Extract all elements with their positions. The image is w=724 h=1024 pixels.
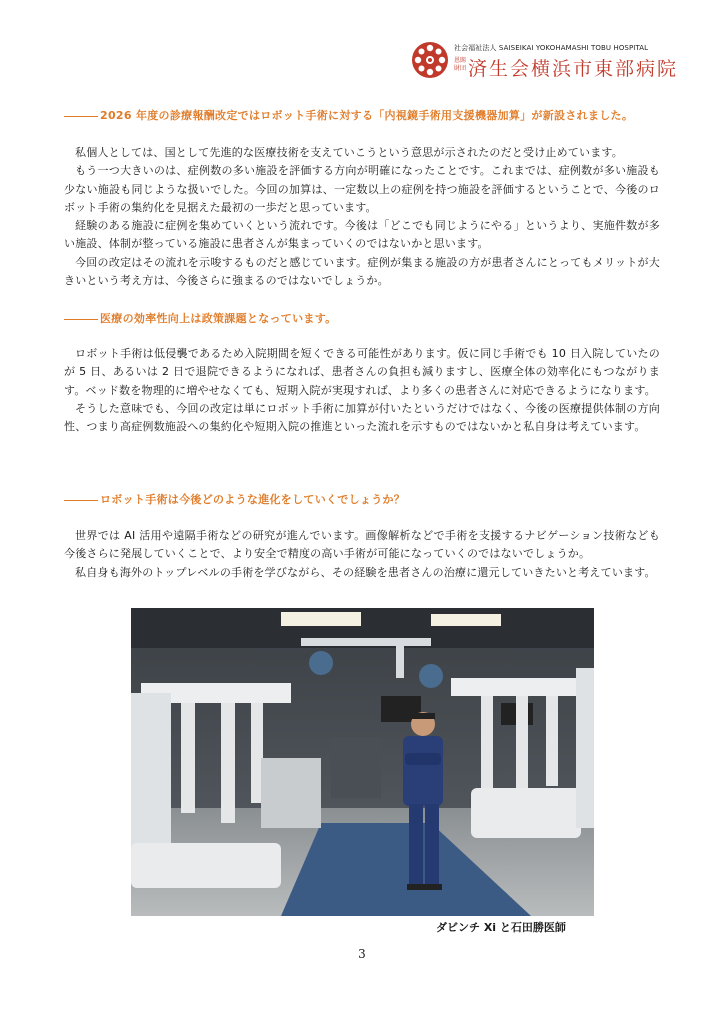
heading-dash — [64, 116, 98, 117]
section-body — [64, 345, 660, 436]
hospital-logo — [410, 40, 680, 84]
paragraph: 私自身も海外のトップレベルの手術を学びながら、その経験を患者さんの治療に還元していきたいと考えています。 — [75, 565, 656, 579]
heading-dash — [64, 319, 98, 320]
robot-surgery-photo-illustration — [131, 608, 594, 916]
paragraph: 経験のある施設に症例を集めていくという流れです。今後は「どこでも同じようにやる」というより、実施件数が多い施設、体制が整っている施設に患者さんが集まっていくのではないかと思います。 — [64, 219, 660, 251]
hospital-emblem-icon — [410, 40, 450, 80]
heading-text: 医療の効率性向上は政策課題となっています。 — [100, 312, 337, 325]
paragraph: 今回の改定はその流れを示唆するものだと感じています。症例が集まる施設の方が患者さんにとってもメリットが大きいという考え方は、今後さらに強まるのではないでしょうか。 — [64, 255, 660, 288]
paragraph: そうした意味でも、今回の改定は単にロボット手術に加算が付いたというだけではなく、今後の医療提供体制の方向性、つまり高症例数施設への集約化や短期入院の推進といった流れを示すものではないかと私自身は考えています。 — [64, 401, 660, 434]
heading-text: 2026 年度の診療報酬改定ではロボット手術に対する「内視鏡手術用支援機器加算」が新設されました。 — [100, 109, 634, 122]
paragraph: もう一つ大きいのは、症例数の多い施設を評価する方向が明確になったことです。これまでは、症例数が多い施設も少ない施設も同じような扱いでした。今回の加算は、一定数以上の症例を持つ施設を評価するということで、今後のロボット手術の集約化を見据えた最初の一歩だと思っています。 — [64, 164, 660, 214]
heading-dash — [64, 500, 98, 501]
section-body — [64, 527, 660, 582]
paragraph: 世界では AI 活用や遠隔手術などの研究が進んでいます。画像解析などで手術を支援するナビゲーション技術なども今後さらに発展していくことで、より安全で精度の高い手術が可能になっていくのではないでしょうか。 — [64, 529, 660, 561]
heading-text: ロボット手術は今後どのような進化をしていくでしょうか？ — [100, 493, 406, 506]
hospital-name-english: 社会福祉法人 SAISEIKAI YOKOHAMASHI TOBU HOSPITAL — [454, 44, 649, 52]
paragraph: ロボット手術は低侵襲であるため入院期間を短くできる可能性があります。仮に同じ手術でも 10 日入院していたのが 5 日、あるいは 2 日で退院できるようになれば、患者さんの負担も減りますし、医療全体の効率化にもつながります。ベッド数を物理的に増やせなくても、短期入院が実現すれば、より多くの患者さんに対応できるようになります。 — [64, 347, 660, 397]
section-heading — [64, 310, 336, 326]
section-heading — [64, 491, 405, 507]
operating-room-photo — [131, 608, 594, 916]
section-body — [64, 144, 660, 290]
page-number: 3 — [358, 947, 366, 961]
section-heading — [64, 107, 633, 123]
paragraph: 私個人としては、国として先進的な医療技術を支えていこうという意思が示されたのだと受け止めています。 — [75, 146, 623, 159]
photo-caption: ダビンチ Xi と石田勝医師 — [436, 921, 566, 934]
hospital-org-label: 恩賜財団 — [454, 57, 467, 72]
hospital-name: 済生会横浜市東部病院 — [468, 58, 679, 80]
